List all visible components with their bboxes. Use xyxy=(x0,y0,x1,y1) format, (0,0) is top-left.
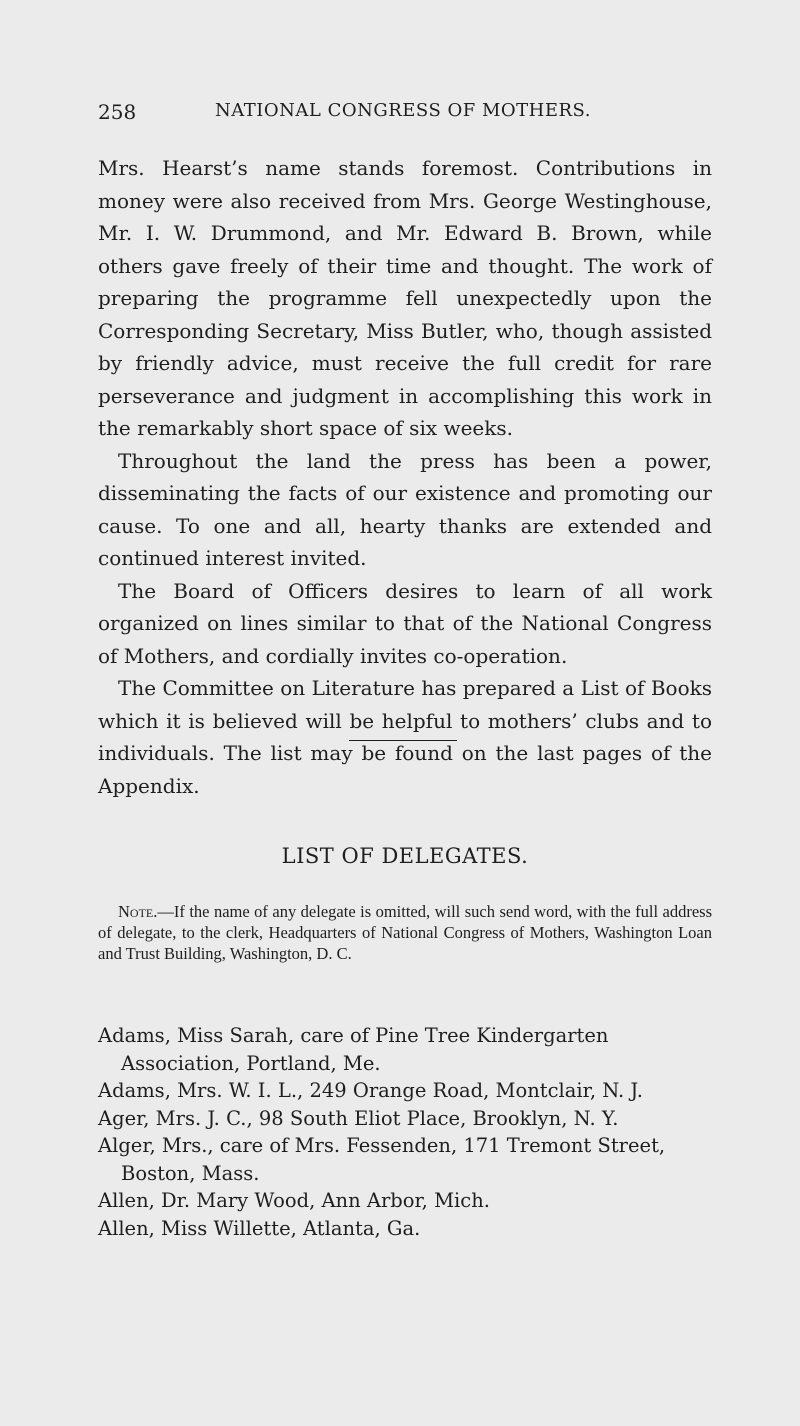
body-text xyxy=(98,152,712,802)
list-item: Allen, Dr. Mary Wood, Ann Arbor, Mich. xyxy=(98,1189,490,1212)
list-item: Alger, Mrs., care of Mrs. Fessenden, 171 Tremont Street, Boston, Mass. xyxy=(98,1134,666,1185)
list-item: Adams, Mrs. W. I. L., 249 Orange Road, Montclair, N. J. xyxy=(98,1079,643,1102)
paragraph: The Committee on Literature has prepared a List of Books which it is believed will be helpful to mothers’ clubs and to individuals. The list may be found on the last pages of the Appendix. xyxy=(98,676,712,798)
paragraph: Mrs. Hearst’s name stands foremost. Contributions in money were also received from Mrs. George Westinghouse, Mr. I. W. Drummond, and Mr. Edward B. Brown, while others gave freely of their time and thought. The work of preparing the programme fell unexpectedly upon the Corresponding Secretary, Miss Butler, who, though assisted by friendly advice, must receive the full credit for rare perseverance and judgment in accomplishing this work in the remarkably short space of six weeks. xyxy=(98,156,712,440)
note-label: Note. xyxy=(118,902,158,921)
delegate-list xyxy=(98,1022,712,1242)
page-number: 258 xyxy=(98,100,137,124)
running-head: NATIONAL CONGRESS OF MOTHERS. xyxy=(215,100,591,121)
note-text: —If the name of any delegate is omitted, will such send word, with the full address of delegate, to the clerk, Headquarters of National Congress of Mothers, Washington Loan and Trust Building, Washington, D. C. xyxy=(98,902,712,963)
list-item: Adams, Miss Sarah, care of Pine Tree Kindergarten Association, Portland, Me. xyxy=(98,1024,609,1075)
section-divider xyxy=(349,740,457,741)
section-title: LIST OF DELEGATES. xyxy=(281,844,529,868)
paragraph: Throughout the land the press has been a power, disseminating the facts of our existence and promoting our cause. To one and all, hearty thanks are extended and continued interest invited. xyxy=(98,448,712,570)
list-item: Allen, Miss Willette, Atlanta, Ga. xyxy=(98,1216,421,1240)
page-header xyxy=(98,100,708,130)
note xyxy=(98,901,712,964)
list-item: Ager, Mrs. J. C., 98 South Eliot Place, Brooklyn, N. Y. xyxy=(98,1106,619,1130)
paragraph: The Board of Officers desires to learn of all work organized on lines similar to that of the National Congress of Mothers, and cordially invites co-operation. xyxy=(98,578,712,668)
